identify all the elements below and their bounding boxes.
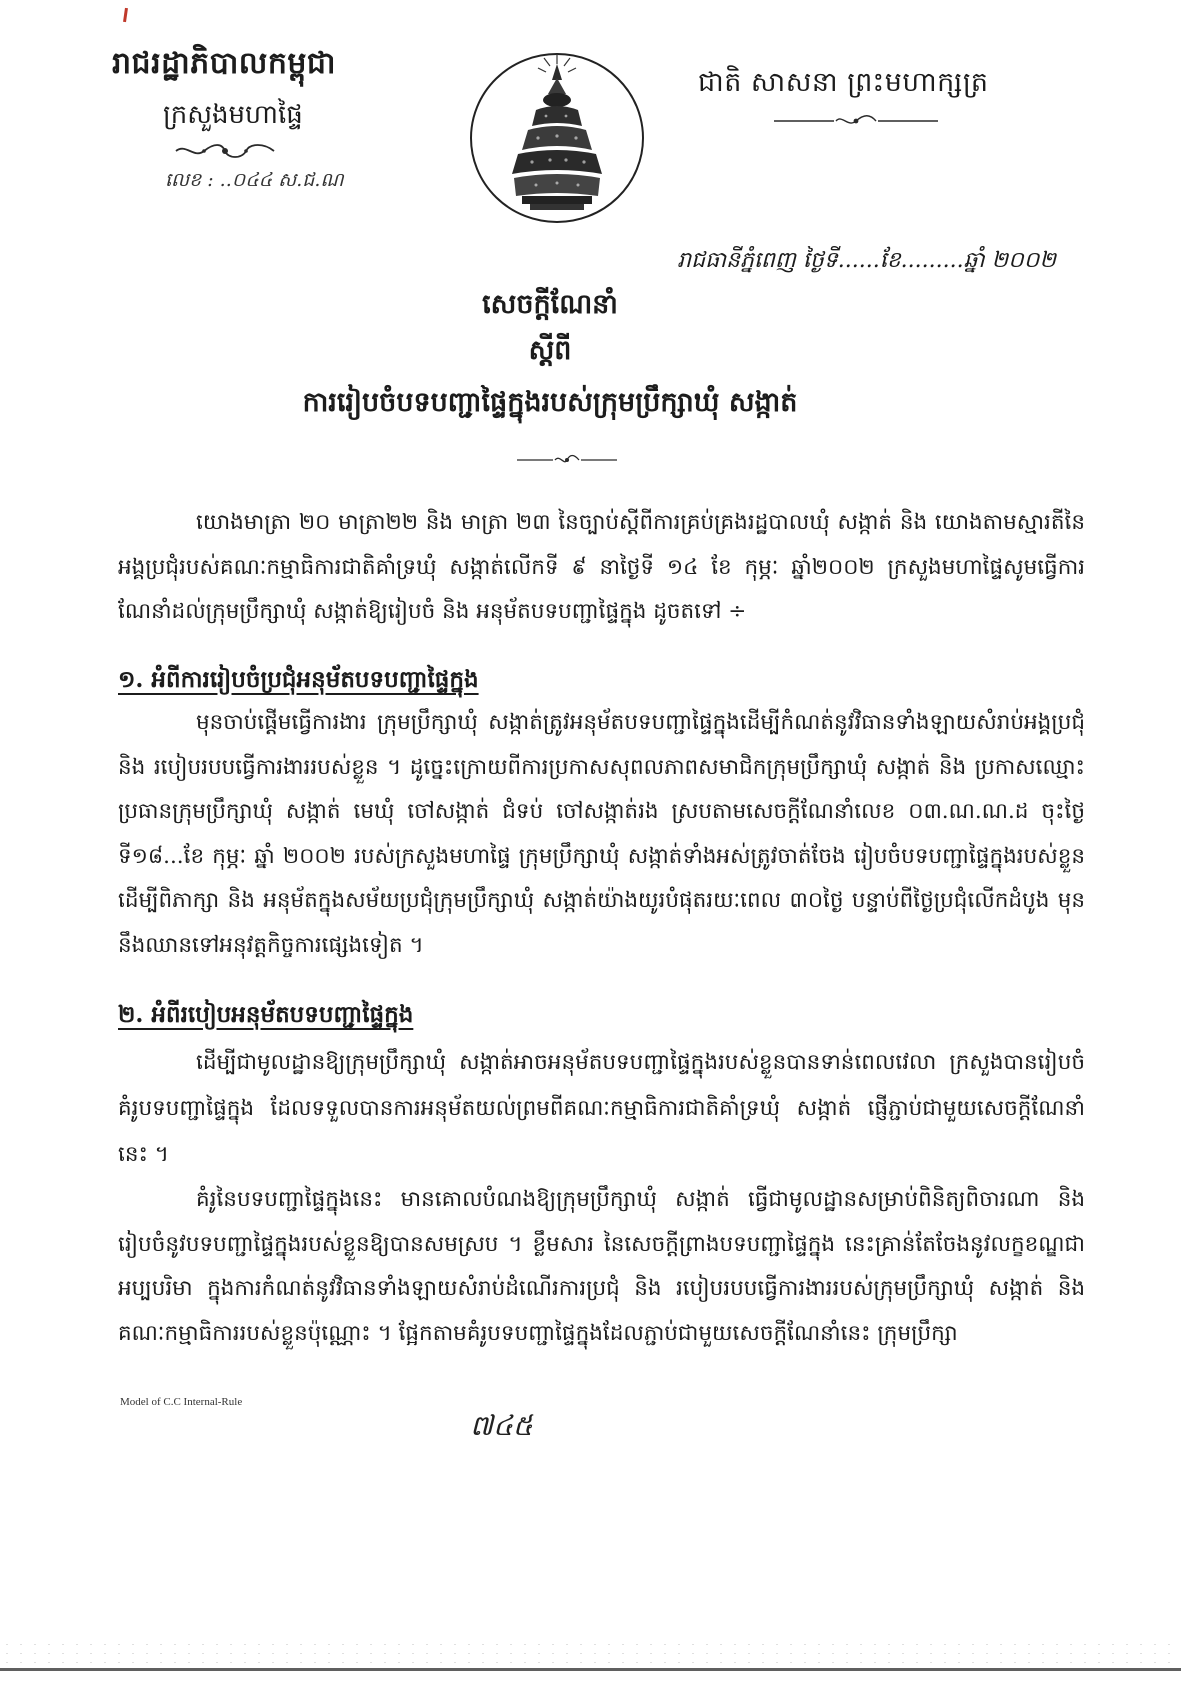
reference-number: លេខ : ..០៤៤ ស.ជ.ណ: [165, 169, 344, 191]
document-title: សេចក្តីណែនាំ: [482, 289, 618, 320]
intro-paragraph: យោងមាត្រា ២០ មាត្រា២២ និង មាត្រា ២៣ នៃច្បាប់ស្តីពីការគ្រប់គ្រងរដ្ឋបាលឃុំ សង្កាត់ និង យោងតាមស្មារតីនៃអង្គប្រជុំរបស់គណៈកម្មាធិការជាតិគាំទ្រឃុំ សង្កាត់លើកទី ៩ នាថ្ងៃទី ១៤ ខែ កុម្ភៈ ឆ្នាំ២០០២ ក្រសួងមហាផ្ទៃសូមធ្វើការណែនាំដល់ក្រុមប្រឹក្សាឃុំ សង្កាត់ឱ្យរៀបចំ និង អនុម័តបទបញ្ជាផ្ទៃក្នុង ដូចតទៅ ÷: [118, 510, 1085, 624]
handwritten-page-number: ៧៤៥: [470, 1409, 533, 1442]
section-2-paragraph-1: ដើម្បីជាមូលដ្ឋានឱ្យក្រុមប្រឹក្សាឃុំ សង្កាត់អាចអនុម័តបទបញ្ជាផ្ទៃក្នុងរបស់ខ្លួនបានទាន់ពេលវេលា ក្រសួងបានរៀបចំគំរូបទបញ្ជាផ្ទៃក្នុង ដែលទទួលបានការអនុម័តយល់ព្រមពីគណៈកម្មាធិការជាតិគាំទ្រឃុំ សង្កាត់ ផ្ញើភ្ជាប់ជាមួយសេចក្តីណែនាំនេះ ។: [118, 1050, 1085, 1167]
ministry-name: ក្រសួងមហាផ្ទៃ: [163, 100, 303, 130]
title-subject-prefix: ស្តីពី: [528, 335, 572, 366]
section-1-paragraph: មុនចាប់ផ្តើមធ្វើការងារ ក្រុមប្រឹក្សាឃុំ សង្កាត់ត្រូវអនុម័តបទបញ្ជាផ្ទៃក្នុងដើម្បីកំណត់នូវវិធានទាំងឡាយសំរាប់អង្គប្រជុំ និង របៀបរបបធ្វើការងាររបស់ខ្លួន ។ ដូច្នេះក្រោយពីការប្រកាសសុពលភាពសមាជិកក្រុមប្រឹក្សាឃុំ សង្កាត់ និង ប្រកាសឈ្មោះប្រធានក្រុមប្រឹក្សាឃុំ សង្កាត់ មេឃុំ ចៅសង្កាត់ ជំទប់ ចៅសង្កាត់រង ស្របតាមសេចក្តីណែនាំលេខ ០៣.ណ.ណ.ដ ចុះថ្ងៃ ទី១៨...ខែ កុម្ភៈ ឆ្នាំ ២០០២ របស់ក្រសួងមហាផ្ទៃ ក្រុមប្រឹក្សាឃុំ សង្កាត់ទាំងអស់ត្រូវចាត់ចែង រៀបចំបទបញ្ជាផ្ទៃក្នុងរបស់ខ្លួន ដើម្បីពិភាក្សា និង អនុម័តក្នុងសម័យប្រជុំក្រុមប្រឹក្សាឃុំ សង្កាត់យ៉ាងយូរបំផុតរយៈពេល ៣០ថ្ងៃ បន្ទាប់ពីថ្ងៃប្រជុំលើកដំបូង មុននឹងឈានទៅអនុវត្តកិច្ចការផ្សេងទៀត ។: [118, 710, 1085, 958]
scan-edge-line: [0, 1668, 1181, 1671]
footer-model-label: Model of C.C Internal-Rule: [120, 1396, 243, 1408]
title-divider-ornament-icon: [515, 451, 619, 469]
scan-noise: [0, 1640, 1181, 1666]
date-line: រាជធានីភ្នំពេញ ថ្ងៃទី......ខែ.........ឆ្នាំ ២០០២: [677, 248, 1056, 273]
section-2-heading: ២. អំពីរបៀបអនុម័តបទបញ្ជាផ្ទៃក្នុង: [118, 1001, 414, 1028]
motto-divider-ornament-icon: [772, 112, 940, 130]
national-motto: ជាតិ សាសនា ព្រះមហាក្សត្រ: [698, 67, 989, 98]
section-1-heading: ១. អំពីការរៀបចំប្រជុំអនុម័តបទបញ្ជាផ្ទៃក្នុង: [118, 666, 479, 693]
handwritten-red-mark: [123, 8, 128, 22]
title-subject: ការរៀបចំបទបញ្ជាផ្ទៃក្នុងរបស់ក្រុមប្រឹក្សាឃុំ សង្កាត់: [302, 387, 798, 418]
royal-emblem-seal-icon: [466, 50, 648, 226]
section-2-paragraph-2: គំរូនៃបទបញ្ជាផ្ទៃក្នុងនេះ មានគោលបំណងឱ្យក្រុមប្រឹក្សាឃុំ សង្កាត់ ធ្វើជាមូលដ្ឋានសម្រាប់ពិនិត្យពិចារណា និង រៀបចំនូវបទបញ្ជាផ្ទៃក្នុងរបស់ខ្លួនឱ្យបានសមស្រប ។ ខ្លឹមសារ នៃសេចក្តីព្រាងបទបញ្ជាផ្ទៃក្នុង នេះគ្រាន់តែចែងនូវលក្ខខណ្ឌជាអប្បបរិមា ក្នុងការកំណត់នូវវិធានទាំងឡាយសំរាប់ដំណើរការប្រជុំ និង របៀបរបបធ្វើការងាររបស់ក្រុមប្រឹក្សាឃុំ សង្កាត់ និងគណៈកម្មាធិការរបស់ខ្លួនប៉ុណ្ណោះ ។ ផ្អែកតាមគំរូបទបញ្ជាផ្ទៃក្នុងដែលភ្ជាប់ជាមួយសេចក្តីណែនាំនេះ ក្រុមប្រឹក្សា: [118, 1187, 1085, 1346]
flourish-ornament-icon: [172, 140, 278, 162]
government-name: រាជរដ្ឋាភិបាលកម្ពុជា: [112, 46, 336, 81]
